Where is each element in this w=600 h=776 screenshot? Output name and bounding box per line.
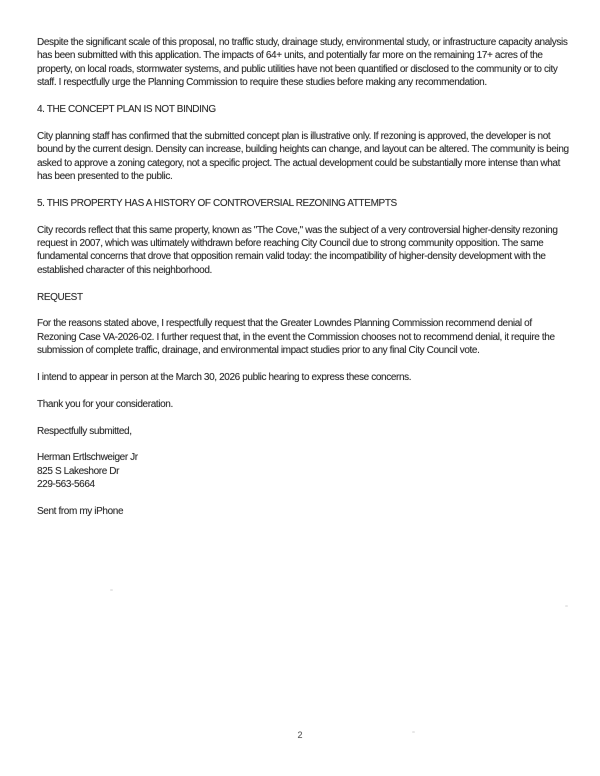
- paragraph-request: For the reasons stated above, I respectfully request that the Greater Lowndes Planning Commission recommend denial of Rezoning Case VA-2026-02. I further request that, in the event the Commission chooses not to recommend denial, it require the submission of complete traffic, drainage, and environmental impact studies prior to any final City Council vote.: [37, 318, 555, 357]
- paragraph-hearing: I intend to appear in person at the March 30, 2026 public hearing to express these concerns.: [37, 372, 412, 384]
- section-heading-5: 5. THIS PROPERTY HAS A HISTORY OF CONTROVERSIAL REZONING ATTEMPTS: [37, 197, 397, 209]
- letter-body: [37, 36, 570, 532]
- section-heading-request: REQUEST: [37, 291, 83, 303]
- paragraph-history: City records reflect that this same property, known as "The Cove," was the subject of a very controversial higher-density rezoning request in 2007, which was ultimately withdrawn before reaching City Council due to strong community opposition. The same fundamental concerns that drove that opposition remain valid today: the incompatibility of higher-density development with the established character of this neighborhood.: [37, 224, 558, 276]
- signature-phone: 229-563-5664: [37, 479, 95, 491]
- signature-name: Herman Ertlschweiger Jr: [37, 452, 138, 464]
- section-heading-4: 4. THE CONCEPT PLAN IS NOT BINDING: [37, 104, 216, 116]
- closing-line: Respectfully submitted,: [37, 425, 132, 437]
- page-number: 2: [297, 730, 303, 740]
- paragraph-studies: Despite the significant scale of this proposal, no traffic study, drainage study, environmental study, or infrastructure capacity analysis has been submitted with this application. The impacts of 64+ units, and potentially far more on the remaining 17+ acres of the property, on local roads, stormwater systems, and public utilities have not been quantified or disclosed to the community or to city staff. I respectfully urge the Planning Commission to require these studies before making any recommendation.: [37, 37, 568, 89]
- signature-address: 825 S Lakeshore Dr: [37, 465, 120, 477]
- scan-speck: [565, 605, 568, 607]
- scan-speck: [110, 589, 113, 591]
- sent-from-line: Sent from my iPhone: [37, 506, 124, 518]
- signature-block: [37, 451, 570, 491]
- paragraph-concept-plan: City planning staff has confirmed that the submitted concept plan is illustrative only. If rezoning is approved, the developer is not bound by the current design. Density can increase, building heights can change, and layout can be altered. The community is being asked to approve a zoning category, not a specific project. The actual development could be substantially more intense than what has been presented to the public.: [37, 130, 569, 183]
- paragraph-thanks: Thank you for your consideration.: [37, 398, 173, 410]
- scan-speck: [412, 731, 415, 733]
